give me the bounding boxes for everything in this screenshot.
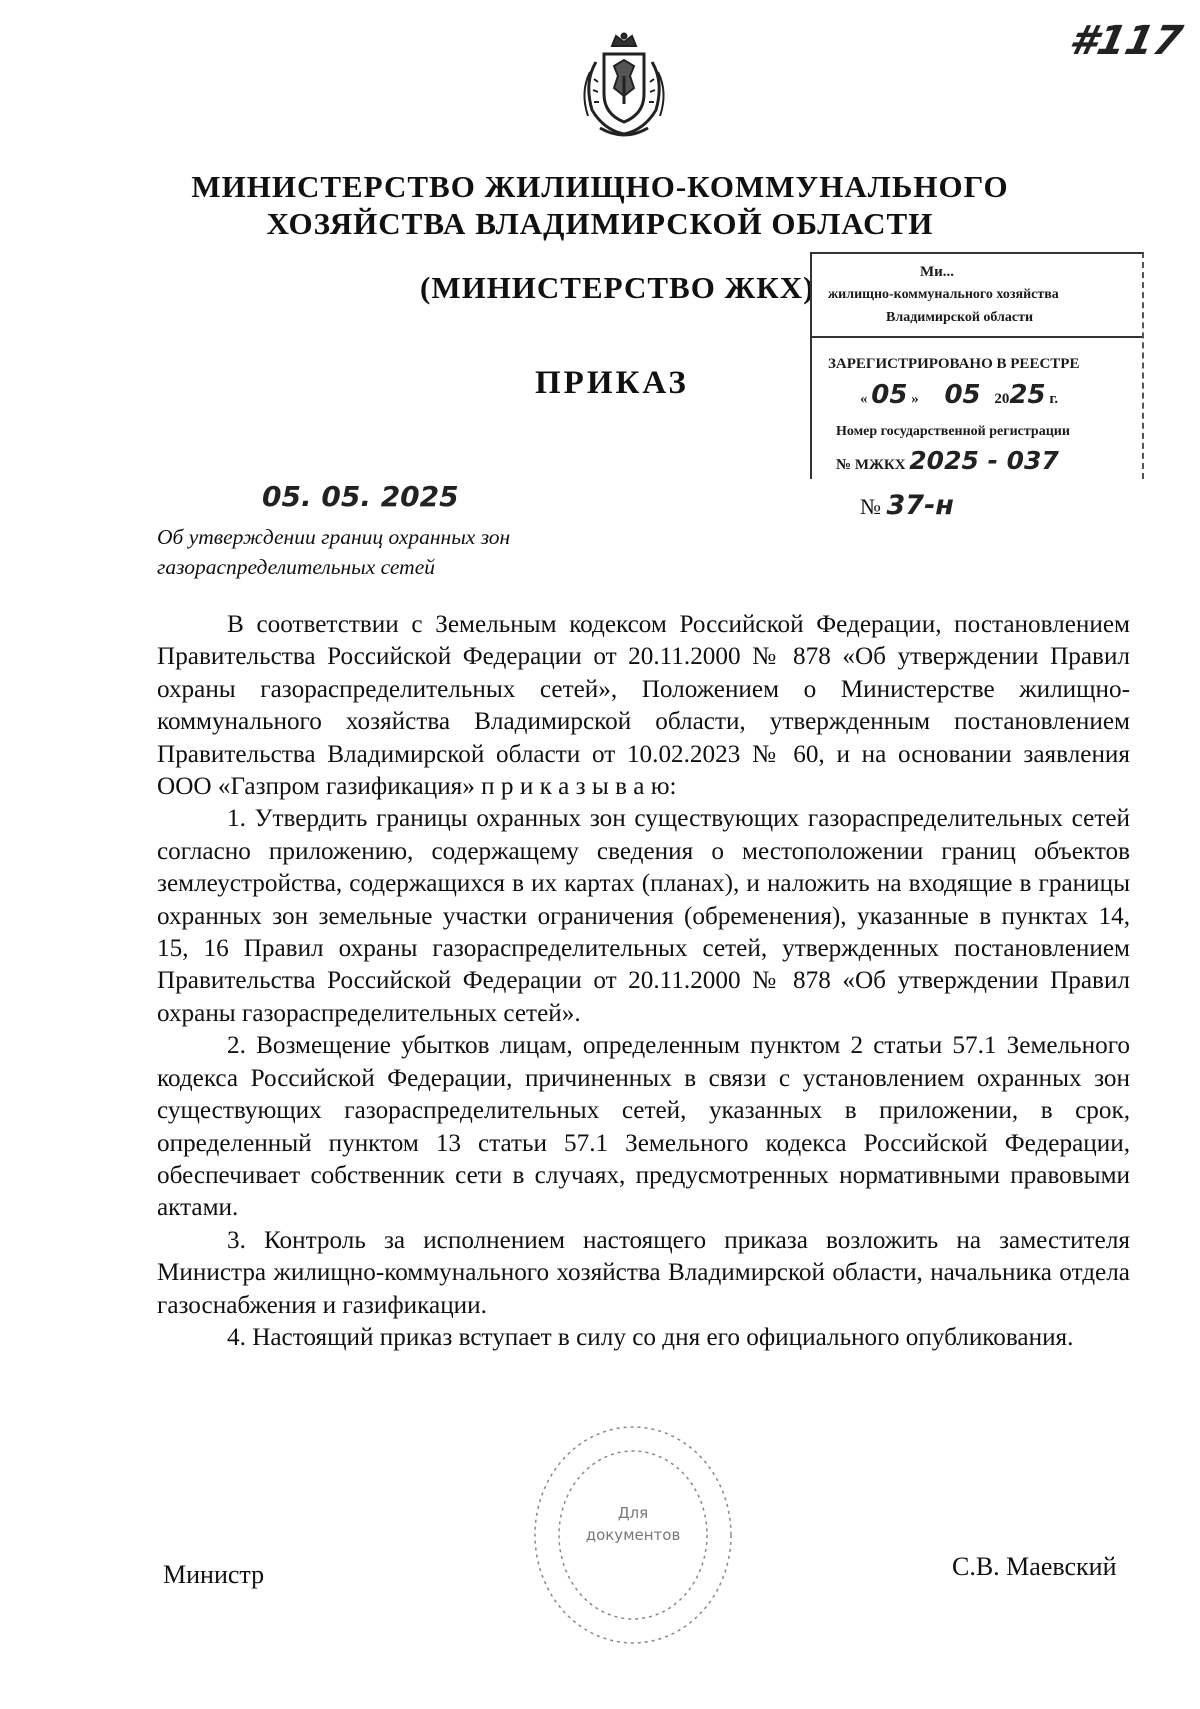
order-body — [157, 609, 1130, 1354]
order-number-prefix: № — [860, 494, 881, 519]
registration-number-value: 2025 - 037 — [909, 446, 1059, 475]
registration-date-year: 25 — [1009, 380, 1046, 410]
order-number-value: 37-н — [886, 490, 954, 521]
registration-date-open-quote: « — [860, 391, 868, 407]
seal-text-line1: Для — [617, 1504, 649, 1522]
registration-stamp-line1: Ми... — [920, 264, 955, 280]
handwritten-case-number: #117 — [1065, 18, 1187, 64]
signatory-name: С.В. Маевский — [952, 1552, 1117, 1581]
registration-date-day: 05 — [871, 380, 908, 410]
ministry-title-line1: МИНИСТЕРСТВО ЖИЛИЩНО-КОММУНАЛЬНОГО — [191, 169, 1009, 204]
ministry-title-line2: ХОЗЯЙСТВА ВЛАДИМИРСКОЙ ОБЛАСТИ — [266, 206, 934, 241]
order-item-1: 1. Утвердить границы охранных зон существующих газораспределительных сетей согласно приложению, содержащему сведения о местоположении границ объектов землеустройства, содержащихся в их картах (планах), и наложить на входящие в границы охранных зон земельные участки ограничения (обременения), указанные в пунктах 14, 15, 16 Правил охраны газораспределительных сетей, утвержденных постановлением Правительства Российской Федерации от 20.11.2000 № 878 «Об утверждении Правил охраны газораспределительных сетей». — [157, 805, 1130, 1027]
registration-stamp-divider — [812, 336, 1142, 338]
registration-date-suffix: г. — [1049, 391, 1059, 407]
registration-stamp-line3: Владимирской области — [886, 310, 1034, 325]
registration-stamp — [810, 252, 1144, 479]
order-number — [860, 490, 954, 521]
registration-number-prefix: № МЖКХ — [836, 457, 906, 473]
registration-date-month: 05 — [944, 380, 981, 410]
order-subject: Об утверждении границ охранных зон газораспределительных сетей — [157, 525, 511, 579]
official-seal — [528, 1420, 738, 1650]
registration-number — [836, 446, 1059, 475]
order-item-2: 2. Возмещение убытков лицам, определенным пунктом 2 статьи 57.1 Земельного кодекса Российской Федерации, причиненных в связи с установлением охранных зон существующих газораспределительных сетей, указанных в приложении, в срок, определенный пунктом 13 статьи 57.1 Земельного кодекса Российской Федерации, обеспечивает собственник сети в случаях, предусмотренных нормативными правовыми актами. — [157, 1032, 1130, 1222]
registration-date-year-prefix: 20 — [994, 391, 1010, 407]
order-item-3: 3. Контроль за исполнением настоящего приказа возложить на заместителя Министра жилищно-коммунального хозяйства Владимирской области, начальника отдела газоснабжения и газификации. — [157, 1226, 1130, 1319]
registration-stamp-date — [860, 380, 1058, 410]
coat-of-arms-icon — [574, 32, 674, 142]
signatory-title: Министр — [163, 1560, 265, 1589]
order-item-4: 4. Настоящий приказ вступает в силу со дня его официального опубликования. — [227, 1323, 1074, 1351]
seal-text-line2: документов — [585, 1526, 681, 1544]
ministry-title — [150, 168, 1050, 242]
ministry-short-name: (МИНИСТЕРСТВО ЖКХ) — [420, 270, 815, 305]
registration-number-label: Номер государственной регистрации — [836, 424, 1070, 439]
registration-date-close-quote: » — [911, 391, 919, 407]
registration-stamp-registered-label: ЗАРЕГИСТРИРОВАНО В РЕЕСТРЕ — [828, 356, 1080, 372]
document-type-title: ПРИКАЗ — [535, 365, 689, 401]
registration-stamp-line2: жилищно-коммунального хозяйства — [828, 287, 1059, 302]
preamble-paragraph: В соответствии с Земельным кодексом Российской Федерации, постановлением Правительства Российской Федерации от 20.11.2000 № 878 «Об утверждении Правил охраны газораспределительных сетей», Положением о Министерстве жилищно-коммунального хозяйства Владимирской области, утвержденным постановлением Правительства Владимирской области от 10.02.2023 № 60, и на основании заявления ООО «Газпром газификация» п р и к а з ы в а ю: — [157, 611, 1130, 801]
order-date: 05. 05. 2025 — [262, 480, 459, 513]
